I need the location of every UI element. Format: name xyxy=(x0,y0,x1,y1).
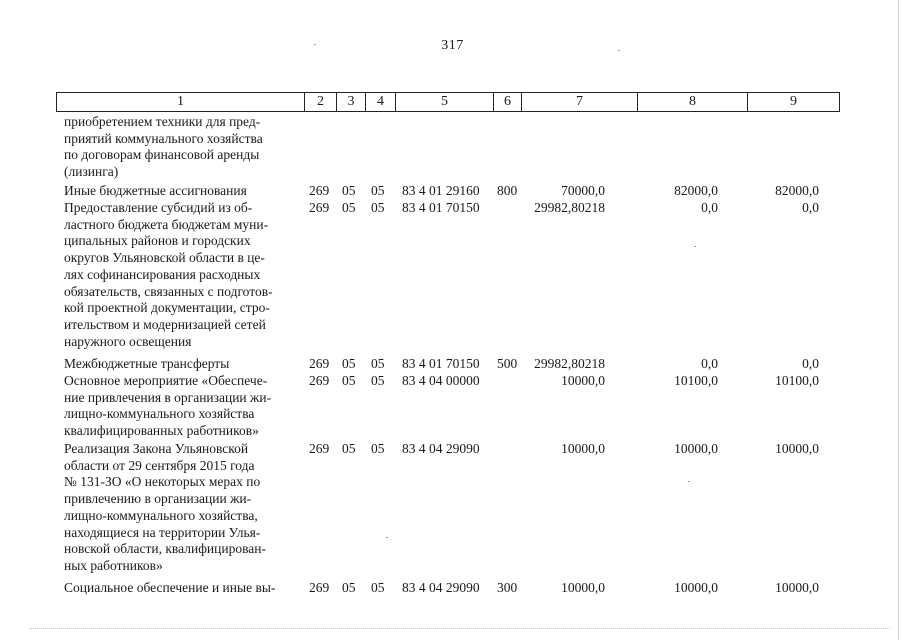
cell-rz: 05 xyxy=(342,441,356,456)
cell-gr: 269 xyxy=(309,200,330,215)
cell-sum-3: 10000,0 xyxy=(775,580,819,595)
header-col-8: 8 xyxy=(637,93,747,111)
row-name-line: (лизинга) xyxy=(64,164,119,180)
cell-pr: 05 xyxy=(371,441,385,456)
row-name-line: Основное мероприятие «Обеспече- xyxy=(64,373,268,388)
cell-rz: 05 xyxy=(342,200,356,215)
cell-pr: 05 xyxy=(371,200,385,215)
cell-pr: 05 xyxy=(371,373,385,388)
cell-sum-1: 70000,0 xyxy=(561,183,605,198)
cell-pr: 05 xyxy=(371,356,385,371)
row-name-line: лях софинансирования расходных xyxy=(64,266,261,282)
row-name xyxy=(64,356,300,373)
row-name-line: области от 29 сентября 2015 года xyxy=(64,457,255,473)
scan-speck xyxy=(694,246,696,247)
header-col-6: 6 xyxy=(493,93,521,111)
row-name-line: Иные бюджетные ассигнования xyxy=(64,183,247,198)
header-col-1: 1 xyxy=(177,94,184,109)
cell-sum-3: 82000,0 xyxy=(775,183,819,198)
row-name-line: округов Ульяновской области в це- xyxy=(64,250,265,266)
scan-speck xyxy=(314,44,316,45)
cell-gr: 269 xyxy=(309,373,330,388)
cell-rz: 05 xyxy=(342,580,356,595)
cell-vr: 500 xyxy=(497,356,518,371)
header-col-3: 3 xyxy=(336,93,365,111)
cell-vr: 800 xyxy=(497,183,518,198)
row-name-line: Предоставление субсидий из об- xyxy=(64,200,253,215)
row-name-line: находящиеся на территории Улья- xyxy=(64,524,261,540)
row-name-line: по договорам финансовой аренды xyxy=(64,147,260,163)
cell-sum-2: 82000,0 xyxy=(674,183,718,198)
scan-speck xyxy=(688,481,690,482)
cell-sum-1: 29982,80218 xyxy=(534,356,605,371)
header-col-4: 4 xyxy=(365,93,395,111)
row-name-line: ние привлечения в организации жи- xyxy=(64,389,272,405)
row-name-line: Реализация Закона Ульяновской xyxy=(64,441,249,456)
cell-sum-2: 10100,0 xyxy=(674,373,718,388)
row-name-line: ципальных районов и городских xyxy=(64,233,251,249)
row-name xyxy=(64,373,300,440)
scan-speck xyxy=(386,537,388,538)
cell-csr: 83 4 01 70150 xyxy=(402,356,480,371)
scan-speck xyxy=(618,50,620,51)
cell-csr: 83 4 04 29090 xyxy=(402,441,480,456)
scan-edge-noise xyxy=(30,628,890,629)
cell-sum-3: 10100,0 xyxy=(775,373,819,388)
header-col-5: 5 xyxy=(395,93,493,111)
row-name-line: квалифицированных работников» xyxy=(64,423,259,439)
page-edge xyxy=(898,0,899,640)
cell-csr: 83 4 01 70150 xyxy=(402,200,480,215)
cell-sum-2: 10000,0 xyxy=(674,441,718,456)
cell-vr: 300 xyxy=(497,580,518,595)
row-name-line: обязательств, связанных с подготов- xyxy=(64,283,273,299)
header-col-7: 7 xyxy=(521,93,637,111)
row-name-line: Межбюджетные трансферты xyxy=(64,356,230,371)
row-name-line: кой проектной документации, стро- xyxy=(64,300,270,316)
cell-gr: 269 xyxy=(309,356,330,371)
row-name xyxy=(64,580,300,597)
row-name-line: привлечению в организации жи- xyxy=(64,491,252,507)
cell-sum-2: 0,0 xyxy=(701,200,718,215)
cell-csr: 83 4 04 29090 xyxy=(402,580,480,595)
cell-sum-3: 0,0 xyxy=(802,356,819,371)
row-name xyxy=(64,183,300,200)
row-name-line: новской области, квалифицирован- xyxy=(64,541,267,557)
row-name-line: ластного бюджета бюджетам муни- xyxy=(64,216,269,232)
cell-csr: 83 4 01 29160 xyxy=(402,183,480,198)
table-header-row xyxy=(56,92,840,112)
row-name-line: приятий коммунального хозяйства xyxy=(64,130,263,146)
row-name-line: лищно-коммунального хозяйства xyxy=(64,406,255,422)
cell-rz: 05 xyxy=(342,356,356,371)
cell-sum-2: 10000,0 xyxy=(674,580,718,595)
cell-sum-1: 10000,0 xyxy=(561,373,605,388)
cell-sum-3: 10000,0 xyxy=(775,441,819,456)
row-name-line: ительством и модернизацией сетей xyxy=(64,316,266,332)
cell-gr: 269 xyxy=(309,441,330,456)
cell-pr: 05 xyxy=(371,580,385,595)
row-name-line: лищно-коммунального хозяйства, xyxy=(64,507,258,523)
cell-gr: 269 xyxy=(309,580,330,595)
row-name-line: ных работников» xyxy=(64,557,163,573)
cell-sum-1: 29982,80218 xyxy=(534,200,605,215)
header-col-2: 2 xyxy=(304,93,336,111)
header-col-9: 9 xyxy=(747,93,839,111)
row-name-line: приобретением техники для пред- xyxy=(64,114,261,129)
row-name-line: № 131-ЗО «О некоторых мерах по xyxy=(64,474,261,490)
cell-sum-1: 10000,0 xyxy=(561,441,605,456)
cell-sum-2: 0,0 xyxy=(701,356,718,371)
cell-csr: 83 4 04 00000 xyxy=(402,373,480,388)
row-name-line: Социальное обеспечение и иные вы- xyxy=(64,580,276,595)
cell-pr: 05 xyxy=(371,183,385,198)
cell-rz: 05 xyxy=(342,373,356,388)
row-name-line: наружного освещения xyxy=(64,333,192,349)
cell-sum-3: 0,0 xyxy=(802,200,819,215)
cell-rz: 05 xyxy=(342,183,356,198)
row-name xyxy=(64,114,300,181)
cell-sum-1: 10000,0 xyxy=(561,580,605,595)
row-name xyxy=(64,441,300,575)
page-number: 317 xyxy=(441,38,464,53)
row-name xyxy=(64,200,300,350)
cell-gr: 269 xyxy=(309,183,330,198)
